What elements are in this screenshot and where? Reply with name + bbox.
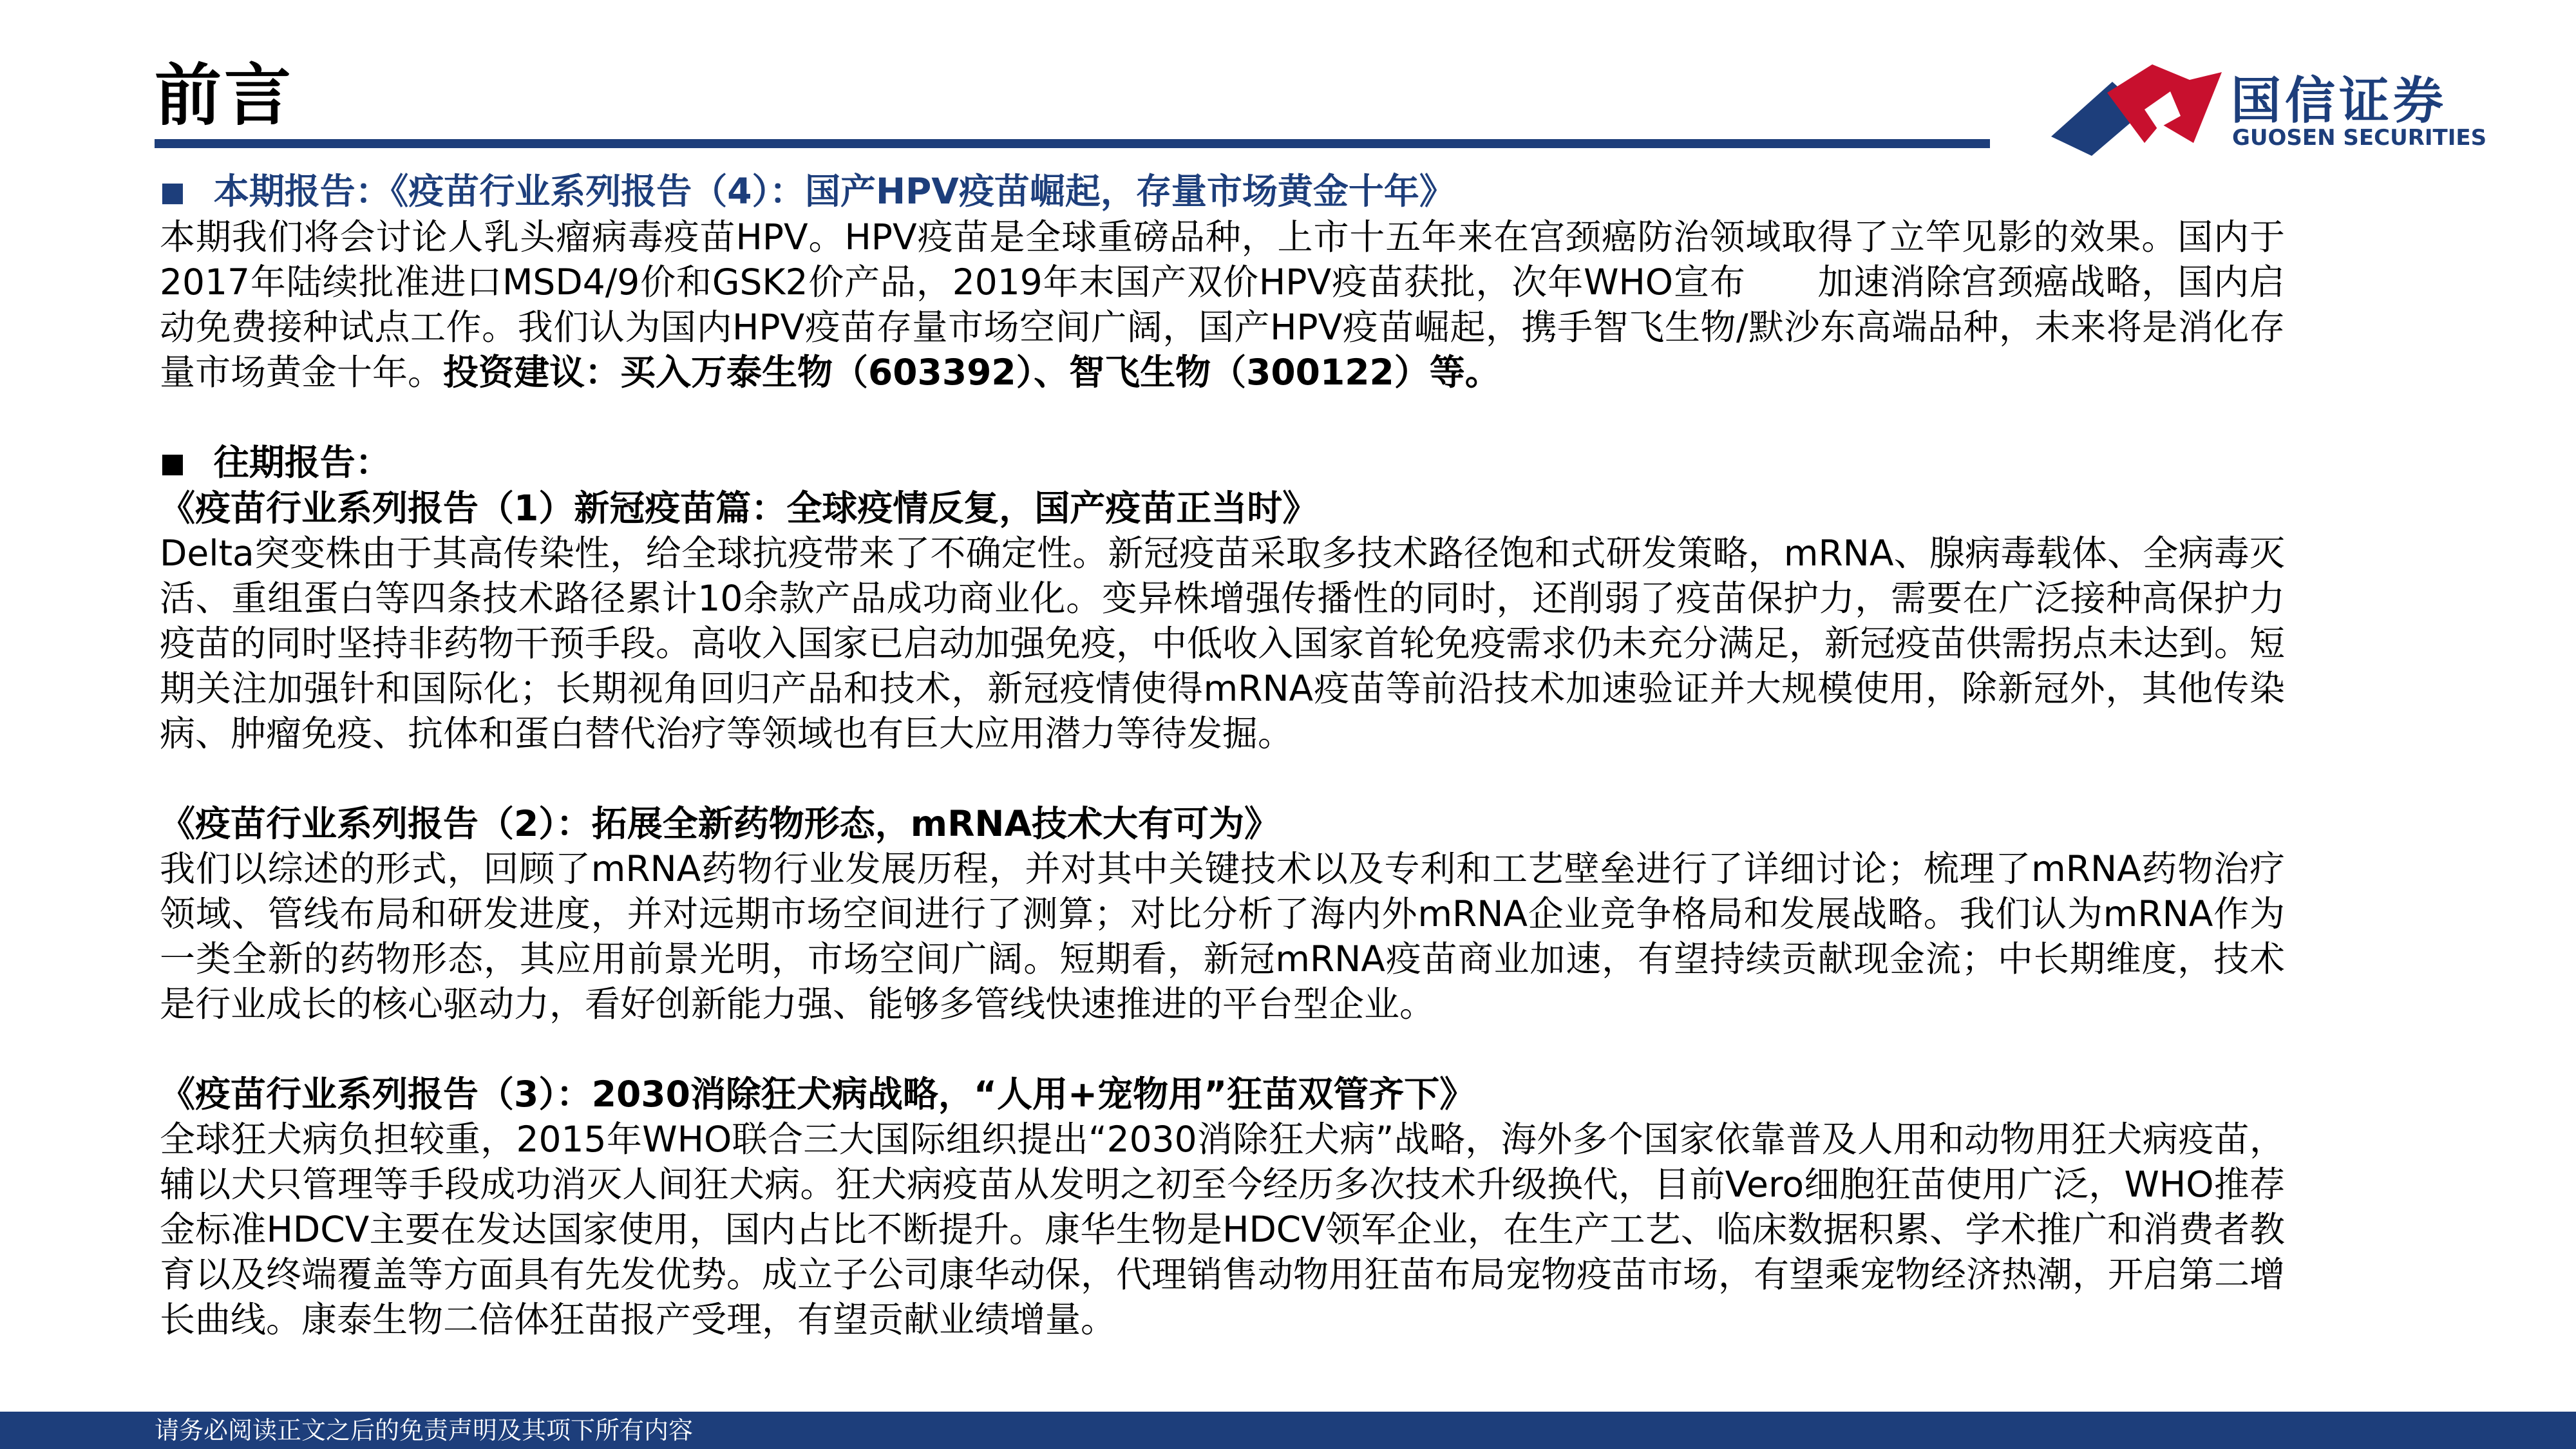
report-title: 《疫苗行业系列报告（2）：拓展全新药物形态，mRNA技术大有可为》 [160,803,1280,844]
company-logo [2048,59,2487,156]
report-item [160,1072,2285,1342]
report-item [160,801,2285,1027]
main-content [160,169,2285,1342]
current-report-heading [160,169,2285,214]
square-bullet-icon: ■ [160,447,185,478]
square-bullet-icon: ■ [160,176,185,207]
guosen-logo-icon [2048,59,2222,156]
previous-reports-heading [160,440,2285,486]
current-report-body: 本期我们将会讨论人乳头瘤病毒疫苗HPV。HPV疫苗是全球重磅品种，上市十五年来在宫颈癌防治领域取得了立竿见影的效果。国内于2017年陆续批准进口MSD4/9价和GSK2价产品，2019年末国产双价HPV疫苗获批，次年WHO宣布 加速消除宫颈癌战略，国内启动免费接种试点工作。我们认为国内HPV疫苗存量市场空间广阔，国产HPV疫苗崛起，携手智飞生物/默沙东高端品种，未来将是消化存量市场黄金十年。 [160,216,2285,393]
report-summary: Delta突变株由于其高传染性，给全球抗疫带来了不确定性。新冠疫苗采取多技术路径饱和式研发策略，mRNA、腺病毒载体、全病毒灭活、重组蛋白等四条技术路径累计10余款产品成功商业化。变异株增强传播性的同时，还削弱了疫苗保护力，需要在广泛接种高保护力疫苗的同时坚持非药物干预手段。高收入国家已启动加强免疫，中低收入国家首轮免疫需求仍未充分满足，新冠疫苗供需拐点未达到。短期关注加强针和国际化；长期视角回归产品和技术，新冠疫情使得mRNA疫苗等前沿技术加速验证并大规模使用，除新冠外，其他传染病、肿瘤免疫、抗体和蛋白替代治疗等领域也有巨大应用潜力等待发掘。 [160,533,2286,754]
previous-reports-heading-text: 往期报告： [213,442,391,483]
report-summary: 我们以综述的形式，回顾了mRNA药物行业发展历程，并对其中关键技术以及专利和工艺壁垒进行了详细讨论；梳理了mRNA药物治疗领域、管线布局和研发进度，并对远期市场空间进行了测算；对比分析了海内外mRNA企业竞争格局和发展战略。我们认为mRNA作为一类全新的药物形态，其应用前景光明，市场空间广阔。短期看，新冠mRNA疫苗商业加速，有望持续贡献现金流；中长期维度，技术是行业成长的核心驱动力，看好创新能力强、能够多管线快速推进的平台型企业。 [160,848,2285,1025]
header-divider [155,139,1990,148]
logo-text-en: GUOSEN SECURITIES [2232,125,2487,151]
current-report-heading-text: 本期报告：《疫苗行业系列报告（4）：国产HPV疫苗崛起，存量市场黄金十年》 [213,171,1455,212]
report-summary: 全球狂犬病负担较重，2015年WHO联合三大国际组织提出“2030消除狂犬病”战略，海外多个国家依靠普及人用和动物用狂犬病疫苗，辅以犬只管理等手段成功消灭人间狂犬病。狂犬病疫苗从发明之初至今经历多次技术升级换代，目前Vero细胞狂苗使用广泛，WHO推荐金标准HDCV主要在发达国家使用，国内占比不断提升。康华生物是HDCV领军企业，在生产工艺、临床数据积累、学术推广和消费者教育以及终端覆盖等方面具有先发优势。成立子公司康华动保，代理销售动物用狂苗布局宠物疫苗市场，有望乘宠物经济热潮，开启第二增长曲线。康泰生物二倍体狂苗报产受理，有望贡献业绩增量。 [160,1119,2286,1340]
report-title: 《疫苗行业系列报告（3）：2030消除狂犬病战略，“人用+宠物用”狂苗双管齐下》 [160,1074,1475,1115]
report-title: 《疫苗行业系列报告（1）新冠疫苗篇：全球疫情反复，国产疫苗正当时》 [160,488,1318,529]
page-title: 前言 [155,56,294,135]
investment-recommendation: 投资建议：买入万泰生物（603392）、智飞生物（300122）等。 [443,352,1501,393]
report-item [160,486,2285,756]
footer-disclaimer: 请务必阅读正文之后的免责声明及其项下所有内容 [155,1416,694,1444]
current-report-summary [160,214,2285,395]
logo-text-cn: 国信证券 [2231,72,2448,130]
